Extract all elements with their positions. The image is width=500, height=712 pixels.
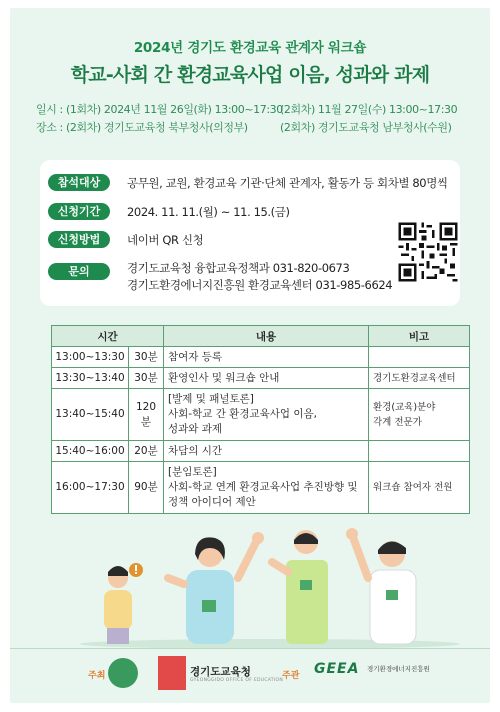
row-content: 참여자 등록 xyxy=(164,347,369,368)
table-header-row xyxy=(52,326,470,347)
people-illustration xyxy=(70,520,460,648)
organizer-label: 주관 xyxy=(282,671,300,681)
row-note xyxy=(369,347,470,368)
table-row xyxy=(52,368,470,389)
contact-line-1: 경기도교육청 융합교육정책과 031-820-0673 xyxy=(127,261,350,275)
place-session-1: 장소 : (2회차) 경기도교육청 북부청사(의정부) xyxy=(36,121,248,134)
row-duration: 90분 xyxy=(129,462,164,514)
table-row xyxy=(52,347,470,368)
contact-line-2: 경기도환경에너지진흥원 환경교육센터 031-985-6624 xyxy=(127,278,393,292)
row-time: 13:30~13:40 xyxy=(52,368,129,389)
row-content-line: 사회-학교 연계 환경교육사업 추진방향 및 xyxy=(168,481,358,493)
qr-code[interactable] xyxy=(396,220,460,284)
host-org-en: GYEONGGIDO OFFICE OF EDUCATION xyxy=(190,678,283,683)
row-duration: 30분 xyxy=(129,368,164,389)
host-logo-icon xyxy=(158,656,186,690)
row-note-line: 각계 전문가 xyxy=(373,416,422,428)
period-value: 2024. 11. 11.(월) ~ 11. 15.(금) xyxy=(127,205,290,219)
method-value: 네이버 QR 신청 xyxy=(127,233,204,247)
row-time: 15:40~16:00 xyxy=(52,441,129,462)
row-content-line: 사회-학교 간 환경교육사업 이음, xyxy=(168,408,317,420)
row-duration: 120분 xyxy=(129,389,164,441)
host-emblem-icon xyxy=(108,658,138,688)
row-content-line: 성과와 과제 xyxy=(168,423,223,435)
poster-subtitle: 2024년 경기도 환경교육 관계자 워크숍 xyxy=(133,40,367,56)
target-label: 참석대상 xyxy=(48,174,110,191)
date-session-1: 일시 : (1회차) 2024년 11월 26일(화) 13:00~17:30 xyxy=(36,103,283,116)
row-note: 경기도환경교육센터 xyxy=(369,368,470,389)
person-icon-4 xyxy=(346,528,416,644)
row-content xyxy=(164,462,369,514)
person-icon-3 xyxy=(272,530,328,644)
row-note xyxy=(369,441,470,462)
header-content: 내용 xyxy=(164,326,369,347)
row-time: 13:40~15:40 xyxy=(52,389,129,441)
row-content xyxy=(164,389,369,441)
footer-divider xyxy=(10,648,490,649)
method-label: 신청방법 xyxy=(48,231,110,248)
host-label: 주최 xyxy=(88,671,106,681)
row-duration: 20분 xyxy=(129,441,164,462)
row-time: 16:00~17:30 xyxy=(52,462,129,514)
target-value: 공무원, 교원, 환경교육 기관·단체 관계자, 활동가 등 회차별 80명씩 xyxy=(127,176,448,190)
row-note xyxy=(369,389,470,441)
row-note: 워크숍 참여자 전원 xyxy=(369,462,470,514)
person-icon-2 xyxy=(168,532,264,644)
row-content-line: [분임토론] xyxy=(168,466,217,478)
organizer-org: 경기환경에너지진흥원 xyxy=(367,665,430,673)
table-row xyxy=(52,389,470,441)
header-note: 비고 xyxy=(369,326,470,347)
place-session-2: (2회차) 경기도교육청 남부청사(수원) xyxy=(280,121,452,134)
poster-title: 학교-사회 간 환경교육사업 이음, 성과와 과제 xyxy=(70,64,430,86)
row-note-line: 환경(교육)분야 xyxy=(373,401,436,413)
organizer-logo: GEEA xyxy=(314,661,360,677)
period-label: 신청기간 xyxy=(48,203,110,220)
date-session-2: (2회차) 11월 27일(수) 13:00~17:30 xyxy=(280,103,458,116)
table-row xyxy=(52,441,470,462)
row-time: 13:00~13:30 xyxy=(52,347,129,368)
row-content: 차담의 시간 xyxy=(164,441,369,462)
row-content-line: [발제 및 패널토론] xyxy=(168,393,254,405)
contact-label: 문의 xyxy=(48,263,110,280)
table-row xyxy=(52,462,470,514)
header-time: 시간 xyxy=(52,326,164,347)
row-content: 환영인사 및 워크숍 안내 xyxy=(164,368,369,389)
host-org: 경기도교육청 xyxy=(190,666,251,678)
row-content-line: 정책 아이디어 제안 xyxy=(168,496,256,508)
person-icon-1 xyxy=(104,563,143,644)
row-duration: 30분 xyxy=(129,347,164,368)
workshop-poster xyxy=(10,8,490,703)
schedule-table xyxy=(51,325,470,514)
